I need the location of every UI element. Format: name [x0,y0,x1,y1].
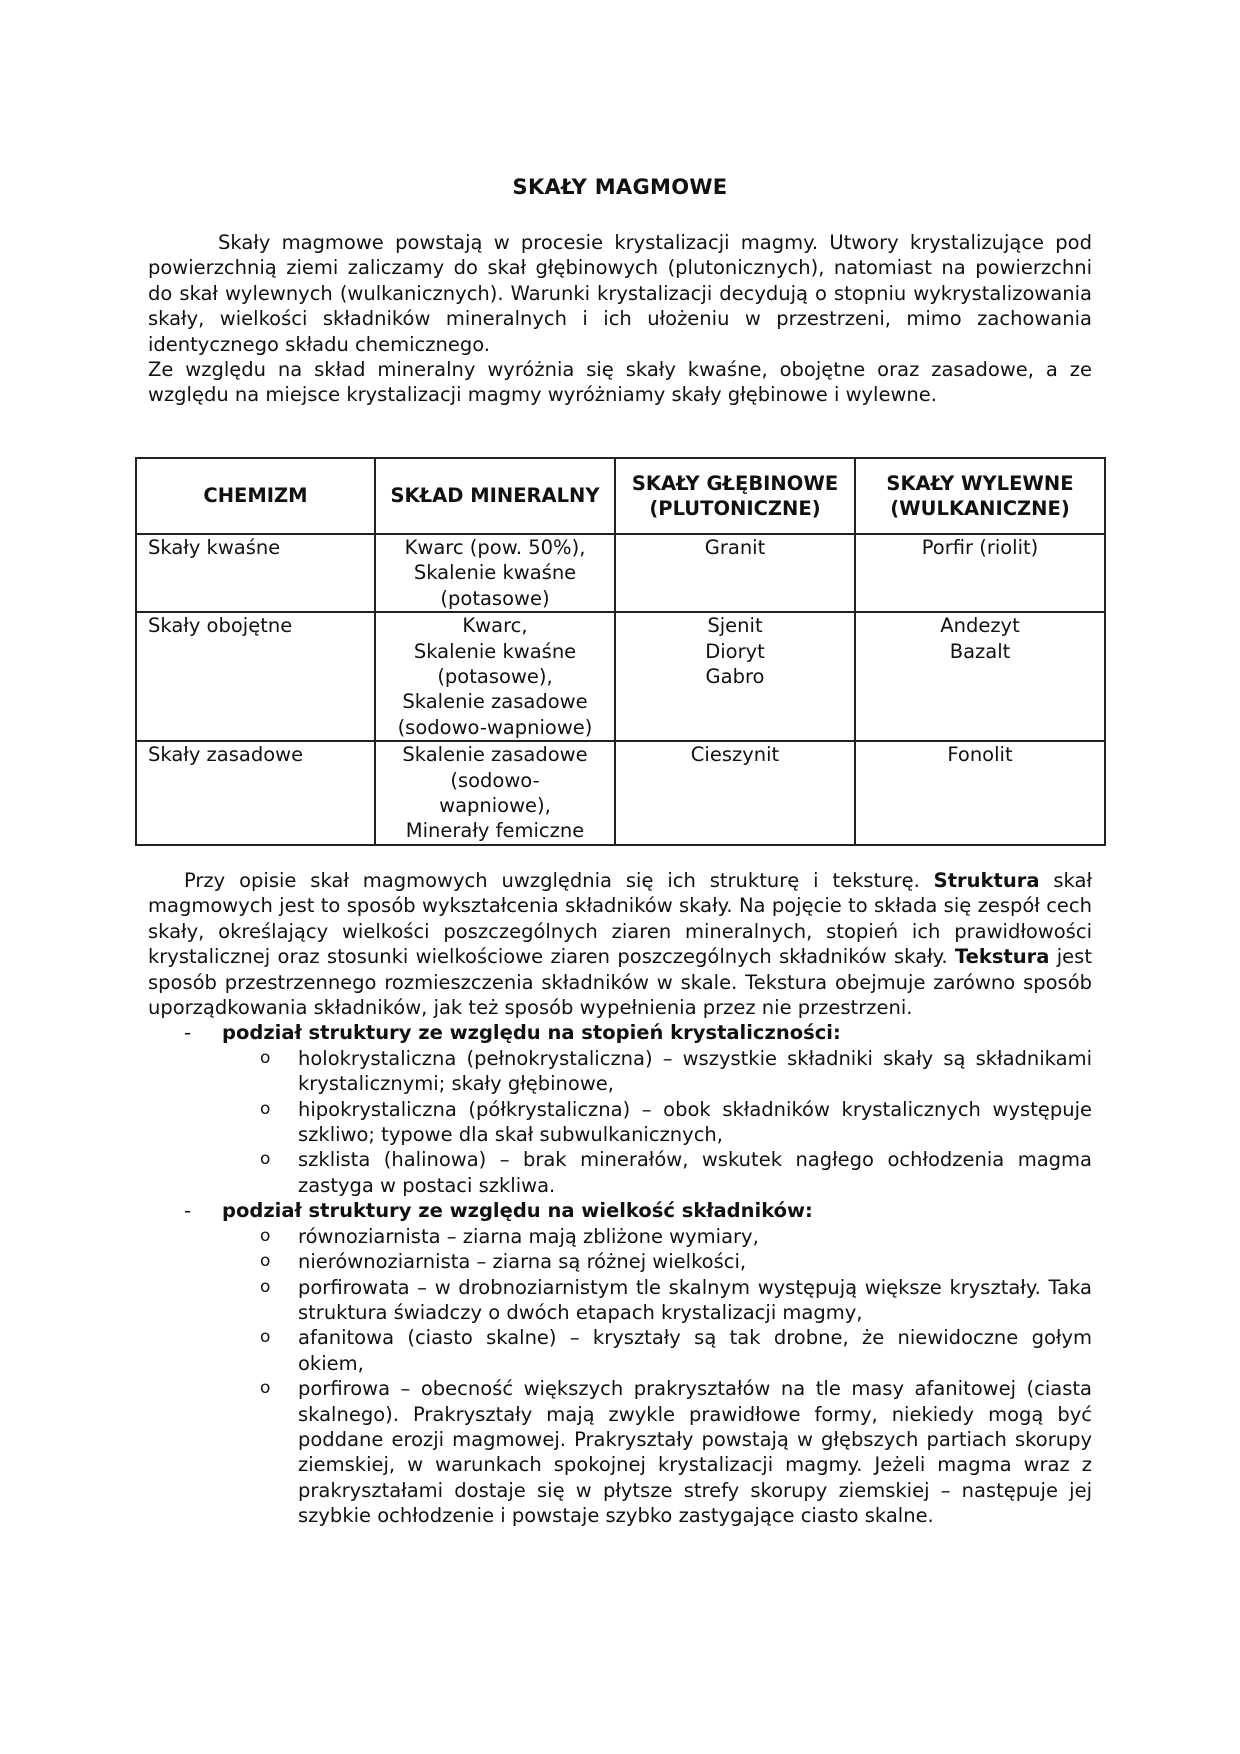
list-item-text: hipokrystaliczna (półkrystaliczna) – obok składników krystalicznych występuje szkliwo; typowe dla skał subwulkanicznych, [298,1097,1092,1147]
bullet-o: o [260,1327,271,1348]
list-item-text: nierównoziarnista – ziarna są różnej wielkości, [298,1250,747,1274]
structure-definition: skał magmowych jest to sposób wykształcenia składników skały. Na pojęcie to składa się zespół cech skały, określający wielkości poszczególnych ziaren mineralnych, stopień ich prawidłowości krystalicznej oraz stosunki wielkościowe ziaren poszczególnych składników skały. [148,869,1092,969]
cell-wylewne [855,534,1105,612]
list-item [148,1224,1092,1249]
grain-size-list [148,1224,1092,1529]
cell-line: Kwarc, [462,614,528,638]
cell-line: Sjenit [707,614,763,638]
page-title: SKAŁY MAGMOWE [512,175,728,199]
cell-line: Bazalt [949,639,1011,663]
cell-line: Skalenie zasadowe [402,743,588,767]
cell-line: Andezyt [940,614,1020,638]
cell-mineral [375,612,615,741]
table-header-row [136,458,1105,534]
list-item [148,1275,1092,1326]
rock-classification-table [135,457,1106,846]
list-item-text: afanitowa (ciasto skalne) – kryształy są tak drobne, że niewidoczne gołym okiem, [298,1326,1092,1375]
cell-line: Skalenie kwaśne [413,561,577,585]
list-item [148,1376,1092,1528]
cell-glebinowe [615,612,855,741]
dash-marker: - [184,1021,192,1045]
bullet-o: o [260,1225,271,1246]
cell-line: Dioryt [705,639,765,663]
list-item [148,1097,1092,1148]
intro-section [148,230,1092,408]
cell-chemizm: Skały zasadowe [136,741,375,845]
cell-mineral [375,534,615,612]
list-item-text: holokrystaliczna (pełnokrystaliczna) – wszystkie składniki skały są składnikami krystalicznymi; skały głębinowe, [298,1046,1092,1096]
cell-line: (sodowo- [450,768,540,792]
bullet-o: o [260,1378,271,1399]
term-struktura: Struktura [933,869,1040,892]
header-skaly-wylewne: SKAŁY WYLEWNE (WULKANICZNE) [855,458,1105,534]
cell-line: Skalenie kwaśne [413,639,577,663]
cell-line: (potasowe), [437,665,553,689]
table-row [136,741,1105,845]
bullet-o: o [260,1276,271,1297]
list-item [148,1147,1092,1198]
cell-chemizm: Skały obojętne [136,612,375,741]
cell-line: wapniowe), [439,794,551,818]
cell-line: Fonolit [947,743,1013,767]
section-heading-crystallinity [148,1020,1092,1045]
cell-line: Granit [704,536,766,559]
cell-line: Minerały femiczne [405,819,585,843]
cell-line: Porfir (riolit) [921,536,1039,559]
cell-line: Gabro [705,665,765,689]
cell-glebinowe [615,741,855,845]
dash-marker: - [184,1199,192,1223]
cell-wylewne [855,612,1105,741]
cell-line: Kwarc (pow. 50%), [404,536,586,559]
structure-lead: Przy opisie skał magmowych uwzględnia się ich strukturę i teksturę. [184,869,934,892]
bullet-o: o [260,1098,271,1119]
header-chemizm: CHEMIZM [136,458,375,534]
bullet-o: o [260,1149,271,1170]
cell-wylewne [855,741,1105,845]
heading-text: podział struktury ze względu na wielkość składników: [222,1199,813,1223]
table-row [136,612,1105,741]
cell-chemizm: Skały kwaśne [136,534,375,612]
structure-paragraph [148,868,1092,1020]
bullet-o: o [260,1251,271,1272]
list-item-text: porfirowata – w drobnoziarnistym tle skalnym występują większe kryształy. Taka struktura świadczy o dwóch etapach krystalizacji magmy, [298,1275,1092,1324]
intro-paragraph-1: Skały magmowe powstają w procesie krystalizacji magmy. Utwory krystalizujące pod powierzchnią ziemi zaliczamy do skał głębinowych (plutonicznych), natomiast na powierzchni do skał wylewnych (wulkanicznych). Warunki krystalizacji decydują o stopniu wykrystalizowania skały, wielkości składników mineralnych i ich ułożeniu w przestrzeni, mimo zachowania identycznego składu chemicznego. [148,231,1092,356]
table-row [136,534,1105,612]
structure-section [148,868,1092,1529]
texture-definition: jest sposób przestrzennego rozmieszczenia składników w skale. Tekstura obejmuje zarówno sposób uporządkowania składników, jak też sposób wypełnienia przez nie przestrzeni. [148,945,1092,1020]
term-tekstura: Tekstura [954,945,1050,969]
list-item [148,1249,1092,1274]
cell-glebinowe [615,534,855,612]
cell-line: (sodowo-wapniowe) [397,715,593,739]
header-skaly-glebinowe: SKAŁY GŁĘBINOWE (PLUTONICZNE) [615,458,855,534]
list-item-text: szklista (halinowa) – brak minerałów, wskutek nagłego ochłodzenia magma zastyga w postaci szkliwa. [298,1148,1092,1197]
heading-text: podział struktury ze względu na stopień krystaliczności: [222,1021,841,1045]
intro-paragraph-2: Ze względu na skład mineralny wyróżnia się skały kwaśne, obojętne oraz zasadowe, a ze względu na miejsce krystalizacji magmy wyróżniamy skały głębinowe i wylewne. [148,358,1092,407]
cell-mineral [375,741,615,845]
list-item [148,1325,1092,1376]
list-item-text: równoziarnista – ziarna mają zbliżone wymiary, [298,1224,759,1248]
bullet-o: o [260,1047,271,1068]
cell-line: (potasowe) [440,586,550,610]
list-item [148,1046,1092,1097]
cell-line: Skalenie zasadowe [402,690,588,714]
crystallinity-list [148,1046,1092,1198]
header-sklad-mineralny: SKŁAD MINERALNY [375,458,615,534]
list-item-text: porfirowa – obecność większych prakryształów na tle masy afanitowej (ciasta skalnego). Prakryształy mają zwykle prawidłowe formy, niekiedy mogą być poddane erozji magmowej. Prakryształy powstają w głębszych partiach skorupy ziemskiej, w warunkach spokojnej krystalizacji magmy. Jeżeli magma wraz z prakryształami dostaje się w płytsze strefy skorupy ziemskiej – następuje jej szybkie ochłodzenie i powstaje szybko zastygające ciasto skalne. [298,1377,1092,1528]
cell-line: Cieszynit [690,743,780,767]
section-heading-grain-size [148,1198,1092,1223]
